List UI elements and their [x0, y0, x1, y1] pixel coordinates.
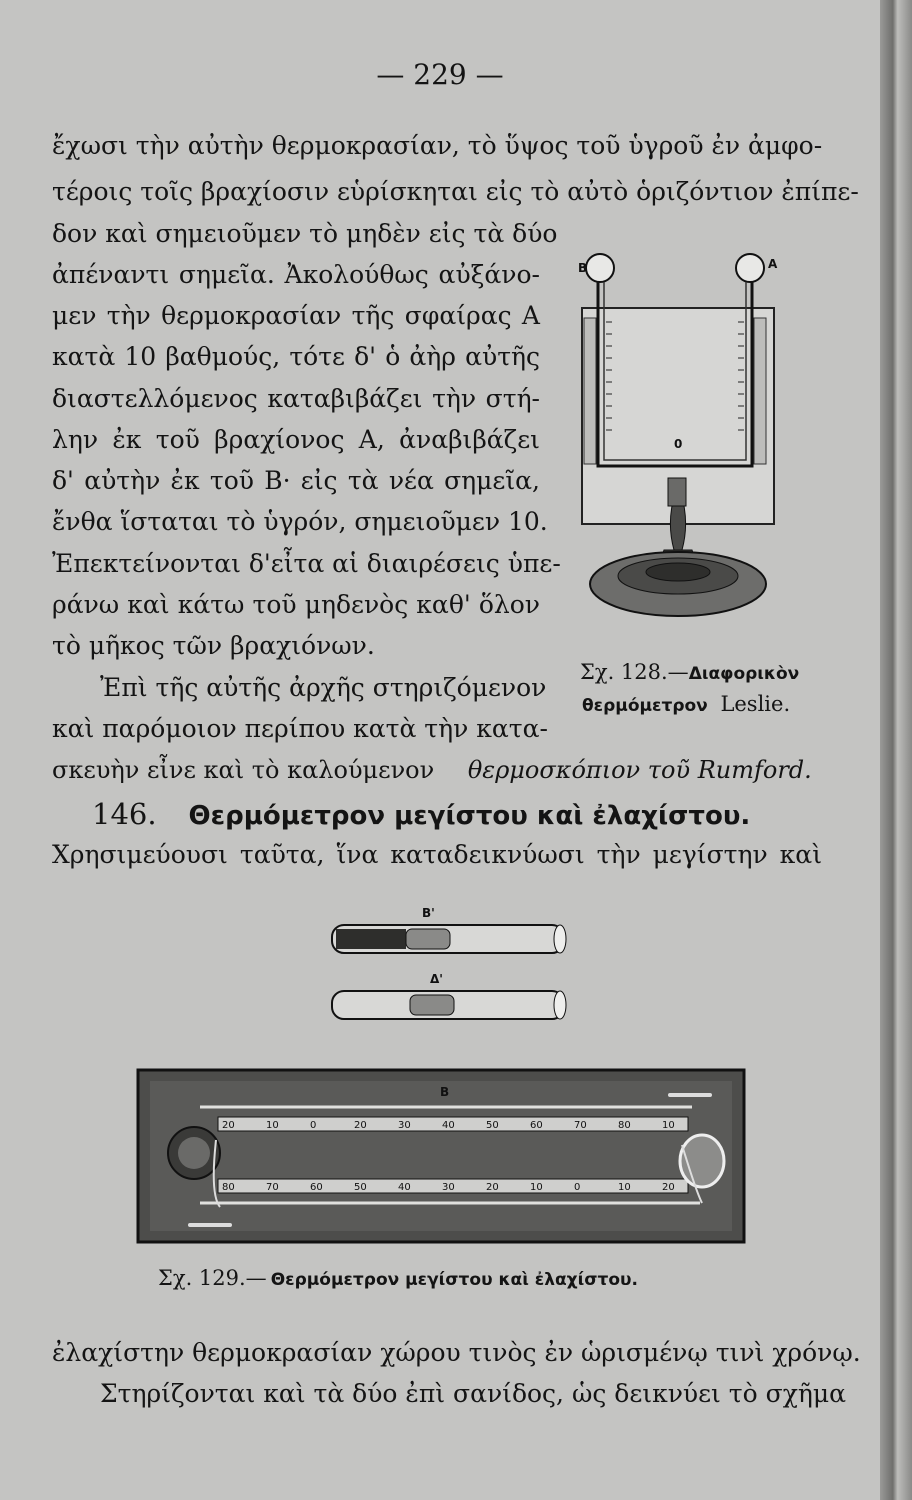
- lower-tick-6: 20: [486, 1182, 499, 1193]
- lower-tick-3: 50: [354, 1182, 367, 1193]
- bottom-line-1: ἐλαχίστην θερμοκρασίαν χώρου τινὸς ἐν ὡρισμένῳ τινὶ χρόνῳ.: [52, 1338, 861, 1367]
- text-line-6: κατὰ 10 βαθμούς, τότε δ' ὁ ἀὴρ αὐτῆς: [52, 342, 540, 371]
- section-heading: [92, 797, 751, 831]
- fig129-label-b-prime: B': [422, 906, 435, 920]
- fig129-caption: [158, 1266, 638, 1290]
- fig129-caption-title: Θερμόμετρον μεγίστου καὶ ἐλαχίστου.: [270, 1270, 638, 1290]
- lower-tick-4: 40: [398, 1182, 411, 1193]
- upper-tick-9: 80: [618, 1120, 631, 1131]
- fig128-caption-line1: [580, 660, 799, 684]
- page-number: — 229 —: [376, 58, 504, 91]
- text-line-7: διαστελλόμενος καταβιβάζει τὴν στή-: [52, 384, 540, 413]
- text-line-3: δον καὶ σημειοῦμεν τὸ μηδὲν εἰς τὰ δύο: [52, 219, 558, 248]
- text-line-10: ἔνθα ἵσταται τὸ ὑγρόν, σημειοῦμεν 10.: [52, 507, 548, 536]
- fig129-label-d-prime: Δ': [430, 972, 443, 986]
- section-title: Θερμόμετρον μεγίστου καὶ ἐλαχίστου.: [188, 801, 751, 831]
- lower-tick-7: 10: [530, 1182, 543, 1193]
- fig128-caption-line2: [582, 692, 790, 716]
- text-line-2: τέροις τοῖς βραχίοσιν εὑρίσκηται εἰς τὸ αὐτὸ ὁριζόντιον ἐπίπε-: [52, 177, 859, 206]
- upper-tick-0: 20: [222, 1120, 235, 1131]
- text-line-15: καὶ παρόμοιον περίπου κατὰ τὴν κατα-: [52, 714, 548, 743]
- lower-tick-5: 30: [442, 1182, 455, 1193]
- text-line-5: μεν τὴν θερμοκρασίαν τῆς σφαίρας Α: [52, 301, 540, 330]
- lower-tick-10: 20: [662, 1182, 675, 1193]
- text-line-14: Ἐπὶ τῆς αὐτῆς ἀρχῆς στηριζόμενον: [100, 673, 547, 702]
- lower-tick-9: 10: [618, 1182, 631, 1193]
- fig128-caption-num: Σχ. 128.—: [580, 660, 689, 684]
- upper-tick-1: 10: [266, 1120, 279, 1131]
- text-line-9: δ' αὐτὴν ἐκ τοῦ Β· εἰς τὰ νέα σημεῖα,: [52, 466, 540, 495]
- fig128-caption-line2-b: Leslie.: [720, 692, 791, 716]
- upper-tick-10: 10: [662, 1120, 675, 1131]
- fig129-caption-num: Σχ. 129.—: [158, 1266, 267, 1290]
- text-line-1: ἔχωσι τὴν αὐτὴν θερμοκρασίαν, τὸ ὕψος τοῦ ὑγροῦ ἐν ἀμφο-: [52, 131, 823, 160]
- fig128-label-a: A: [768, 257, 778, 271]
- bottom-line-2: Στηρίζονται καὶ τὰ δύο ἐπὶ σανίδος, ὡς δεικνύει τὸ σχῆμα: [100, 1379, 846, 1408]
- upper-tick-5: 40: [442, 1120, 455, 1131]
- upper-tick-7: 60: [530, 1120, 543, 1131]
- lower-tick-1: 70: [266, 1182, 279, 1193]
- fig128-caption-title: Διαφορικὸν: [688, 664, 800, 684]
- rumford-italic: θερμοσκόπιον τοῦ Rumford.: [467, 756, 812, 784]
- text-line-13: τὸ μῆκος τῶν βραχιόνων.: [52, 631, 375, 660]
- upper-tick-6: 50: [486, 1120, 499, 1131]
- lower-tick-8: 0: [574, 1182, 581, 1193]
- page-edge: [880, 0, 912, 1500]
- upper-tick-2: 0: [310, 1120, 317, 1131]
- upper-tick-8: 70: [574, 1120, 587, 1131]
- text-line-16: [52, 758, 812, 782]
- text-line-12: ράνω καὶ κάτω τοῦ μηδενὸς καθ' ὅλον: [52, 590, 540, 619]
- fig128-label-zero: 0: [674, 437, 683, 451]
- upper-tick-4: 30: [398, 1120, 411, 1131]
- text-line-11: Ἐπεκτείνονται δ'εἶτα αἱ διαιρέσεις ὑπε-: [52, 549, 561, 578]
- upper-tick-3: 20: [354, 1120, 367, 1131]
- fig128-caption-line2-a: θερμόμετρον: [582, 696, 708, 716]
- figure-129-max-min-thermometer: [130, 895, 750, 1250]
- text-line-4: ἀπέναντι σημεῖα. Ἀκολούθως αὐξάνο-: [52, 260, 540, 289]
- lower-tick-0: 80: [222, 1182, 235, 1193]
- section-number: 146.: [92, 797, 157, 831]
- rumford-text: σκευὴν εἶνε καὶ τὸ καλούμενον: [52, 756, 435, 784]
- figure-128-leslie-thermometer: [572, 238, 804, 648]
- fig129-label-b: B: [440, 1085, 450, 1099]
- text-line-8: λην ἐκ τοῦ βραχίονος Α, ἀναβιβάζει: [52, 425, 540, 454]
- fig128-label-b: B: [578, 261, 588, 275]
- text-line-after-heading: Χρησιμεύουσι ταῦτα, ἵνα καταδεικνύωσι τὴν μεγίστην καὶ: [52, 840, 822, 869]
- lower-tick-2: 60: [310, 1182, 323, 1193]
